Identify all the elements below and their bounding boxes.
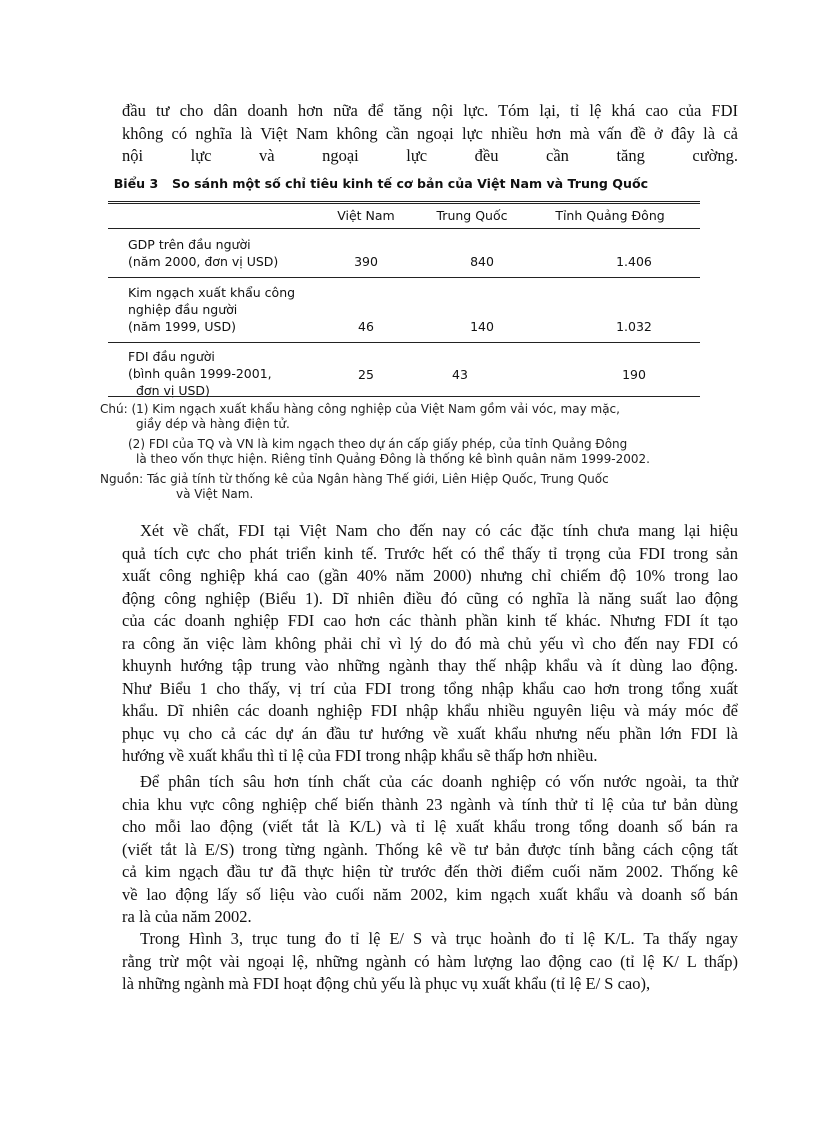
- text-line: ra công ăn việc làm không phải chỉ vì lý do đó mà chủ yếu vì cho đến nay FDI có: [122, 633, 738, 653]
- table-note: là theo vốn thực hiện. Riêng tỉnh Quảng Đông là thống kê bình quân năm 1999-2002.: [136, 452, 650, 466]
- table-caption-number: Biểu 3: [113, 176, 159, 191]
- text-line: về lao động lấy số liệu vào cuối năm 2002, kim ngạch xuất khẩu và doanh số bán: [122, 884, 738, 904]
- row-label-line: FDI đầu người: [128, 349, 215, 364]
- text-line: phục vụ cho cả các dự án đầu tư hướng về xuất khẩu nhưng nếu phần lớn FDI là: [122, 723, 738, 743]
- table-bottom-rule: [108, 396, 700, 397]
- text-line: Để phân tích sâu hơn tính chất của các doanh nghiệp có vốn nước ngoài, ta thử: [140, 772, 738, 791]
- text-line: hướng về xuất khẩu thì tỉ lệ của FDI trong nhập khẩu sẽ thấp hơn nhiều.: [122, 746, 598, 765]
- table-cell: 840: [470, 254, 494, 269]
- table-header-rule: [108, 228, 700, 229]
- table-row-rule: [108, 277, 700, 278]
- text-line: không có nghĩa là Việt Nam không cần ngoại lực nhiều hơn mà vấn đề ở đây là cả: [122, 123, 738, 143]
- row-label-line: đơn vị USD): [136, 383, 210, 398]
- table-cell: 390: [354, 254, 378, 269]
- text-line: cho mỗi lao động (viết tắt là K/L) và tỉ lệ xuất khẩu trong tổng doanh số bán ra: [122, 817, 738, 836]
- text-line: (viết tắt là E/S) trong từng ngành. Thống kê về tư bản được tính bằng cách cộng tất: [122, 839, 738, 859]
- table-cell: 1.032: [616, 319, 652, 334]
- table-caption: [100, 176, 648, 191]
- table-note: giầy dép và hàng điện tử.: [136, 417, 290, 431]
- table-source: và Việt Nam.: [176, 487, 254, 501]
- text-line: chia khu vực công nghiệp chế biến thành 23 ngành và tính thử tỉ lệ của tư bản dùng: [122, 794, 738, 814]
- table-cell: 46: [358, 319, 374, 334]
- body-paragraph: [122, 771, 738, 929]
- row-label-line: GDP trên đầu người: [128, 237, 251, 252]
- text-line: ra là của năm 2002.: [122, 907, 252, 926]
- table-source: Nguồn: Tác giả tính từ thống kê của Ngân hàng Thế giới, Liên Hiệp Quốc, Trung Quốc: [100, 472, 609, 486]
- body-paragraph: [122, 928, 738, 996]
- text-line: quả tích cực cho phát triển kinh tế. Trước hết có thể thấy tỉ trọng của FDI trong sản: [122, 543, 738, 563]
- column-header: Trung Quốc: [436, 208, 508, 223]
- table-cell: 140: [470, 319, 494, 334]
- table-cell: 190: [622, 367, 646, 382]
- row-label: [128, 284, 295, 335]
- text-line: Như Biểu 1 cho thấy, vị trí của FDI trong tổng nhập khẩu cao hơn trong tổng xuất: [122, 678, 738, 698]
- text-line: khẩu. Dĩ nhiên các doanh nghiệp FDI nhập khẩu nhiều nguyên liệu và máy móc để: [122, 701, 738, 720]
- row-label-line: (năm 2000, đơn vị USD): [128, 254, 279, 269]
- row-label-line: nghiệp đầu người: [128, 302, 238, 317]
- table-cell: 43: [452, 367, 468, 382]
- intro-paragraph: [122, 100, 738, 168]
- text-line: động công nghiệp (Biểu 1). Dĩ nhiên điều đó cũng có nghĩa là năng suất lao động: [122, 588, 738, 608]
- text-line: nội lực và ngoại lực đều cần tăng cường.: [122, 146, 738, 165]
- text-line: xuất công nghiệp khá cao (gần 40% năm 2000) nhưng chỉ chiếm độ 10% trong lao: [122, 566, 738, 585]
- text-line: rằng trừ một vài ngoại lệ, những ngành có hàm lượng lao động cao (tỉ lệ K/ L thấp): [122, 951, 738, 971]
- table-top-rule: [108, 201, 700, 204]
- column-header: Tỉnh Quảng Đông: [555, 208, 665, 223]
- table-note: Chú: (1) Kim ngạch xuất khẩu hàng công nghiệp của Việt Nam gồm vải vóc, may mặc,: [100, 402, 620, 416]
- table-row-rule: [108, 342, 700, 343]
- row-label: [128, 236, 278, 270]
- text-line: Trong Hình 3, trục tung đo tỉ lệ E/ S và trục hoành đo tỉ lệ K/L. Ta thấy ngay: [140, 929, 738, 948]
- text-line: cả kim ngạch đầu tư đã thực hiện từ trước đến thời điểm cuối năm 2002. Thống kê: [122, 862, 738, 881]
- column-header: Việt Nam: [337, 208, 395, 223]
- text-line: Xét về chất, FDI tại Việt Nam cho đến nay có các đặc tính chưa mang lại hiệu: [140, 521, 738, 540]
- row-label-line: (bình quân 1999-2001,: [128, 366, 272, 381]
- row-label-line: (năm 1999, USD): [128, 319, 236, 334]
- text-line: là những ngành mà FDI hoạt động chủ yếu là phục vụ xuất khẩu (tỉ lệ E/ S cao),: [122, 974, 651, 993]
- row-label-line: Kim ngạch xuất khẩu công: [128, 285, 296, 300]
- table-caption-title: So sánh một số chỉ tiêu kinh tế cơ bản của Việt Nam và Trung Quốc: [172, 176, 649, 191]
- table-note: (2) FDI của TQ và VN là kim ngạch theo dự án cấp giấy phép, của tỉnh Quảng Đông: [128, 437, 628, 451]
- table-cell: 25: [358, 367, 374, 382]
- text-line: đầu tư cho dân doanh hơn nữa để tăng nội lực. Tóm lại, tỉ lệ khá cao của FDI: [122, 101, 738, 120]
- row-label: [128, 348, 272, 399]
- table-cell: 1.406: [616, 254, 652, 269]
- text-line: khuynh hướng tập trung vào những ngành thay thế nhập khẩu và ít dùng lao động.: [122, 656, 738, 675]
- body-paragraph: [122, 520, 738, 768]
- text-line: của các doanh nghiệp FDI cao hơn các thành phần kinh tế khác. Nhưng FDI ít tạo: [122, 611, 738, 630]
